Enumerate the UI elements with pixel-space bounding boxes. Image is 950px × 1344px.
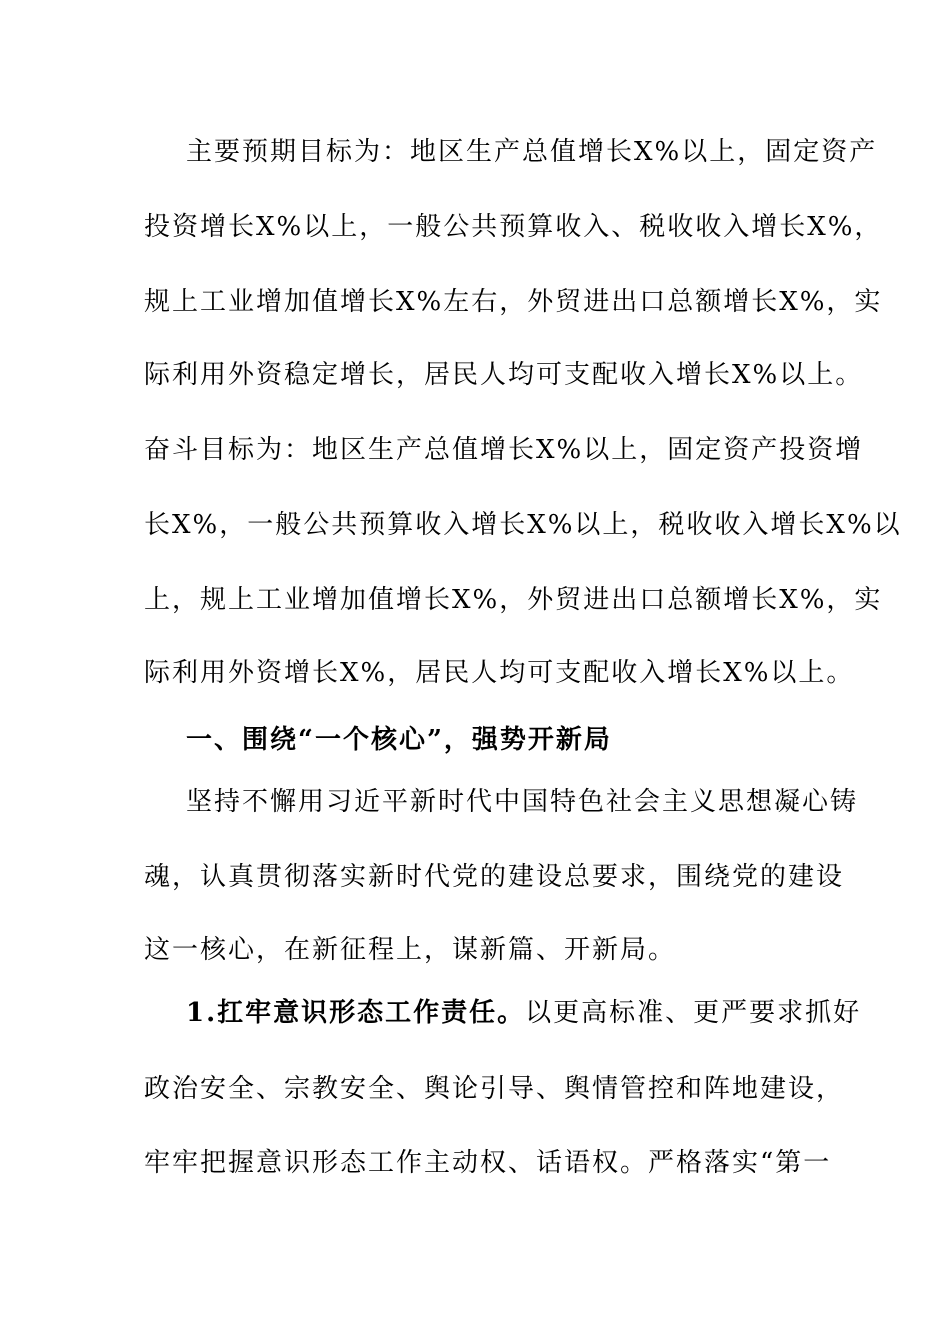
para4-lead: 1.扛牢意识形态工作责任。 [186,998,526,1028]
para4-line-1-rest: 以更高标准、更严要求抓好 [525,998,862,1028]
para1-line-1: 主要预期目标为：地区生产总值增长X%以上，固定资产 [186,137,878,167]
para2-line-1: 奋斗目标为：地区生产总值增长X%以上，固定资产投资增 [144,435,864,465]
section-heading-1: 一、围绕“一个核心”，强势开新局 [186,725,612,755]
para2-line-3: 上，规上工业增加值增长X%，外贸进出口总额增长X%，实 [144,585,883,615]
para4-line-3: 牢牢把握意识形态工作主动权、话语权。严格落实“第一 [144,1148,832,1178]
para3-line-2: 魂，认真贯彻落实新时代党的建设总要求，围绕党的建设 [144,862,845,892]
para1-line-2: 投资增长X%以上，一般公共预算收入、税收收入增长X%， [144,212,883,242]
para4-line-2: 政治安全、宗教安全、舆论引导、舆情管控和阵地建设， [144,1074,845,1104]
para2-line-4: 际利用外资增长X%，居民人均可支配收入增长X%以上。 [144,658,855,688]
para3-line-3: 这一核心，在新征程上，谋新篇、开新局。 [144,935,677,965]
para4-line-1 [186,995,862,1031]
para1-line-3: 规上工业增加值增长X%左右，外贸进出口总额增长X%，实 [144,287,883,317]
para1-line-4: 际利用外资稳定增长，居民人均可支配收入增长X%以上。 [144,360,864,390]
para2-line-2: 长X%，一般公共预算收入增长X%以上，税收收入增长X%以 [144,510,902,540]
para3-line-1: 坚持不懈用习近平新时代中国特色社会主义思想凝心铸 [186,787,859,817]
